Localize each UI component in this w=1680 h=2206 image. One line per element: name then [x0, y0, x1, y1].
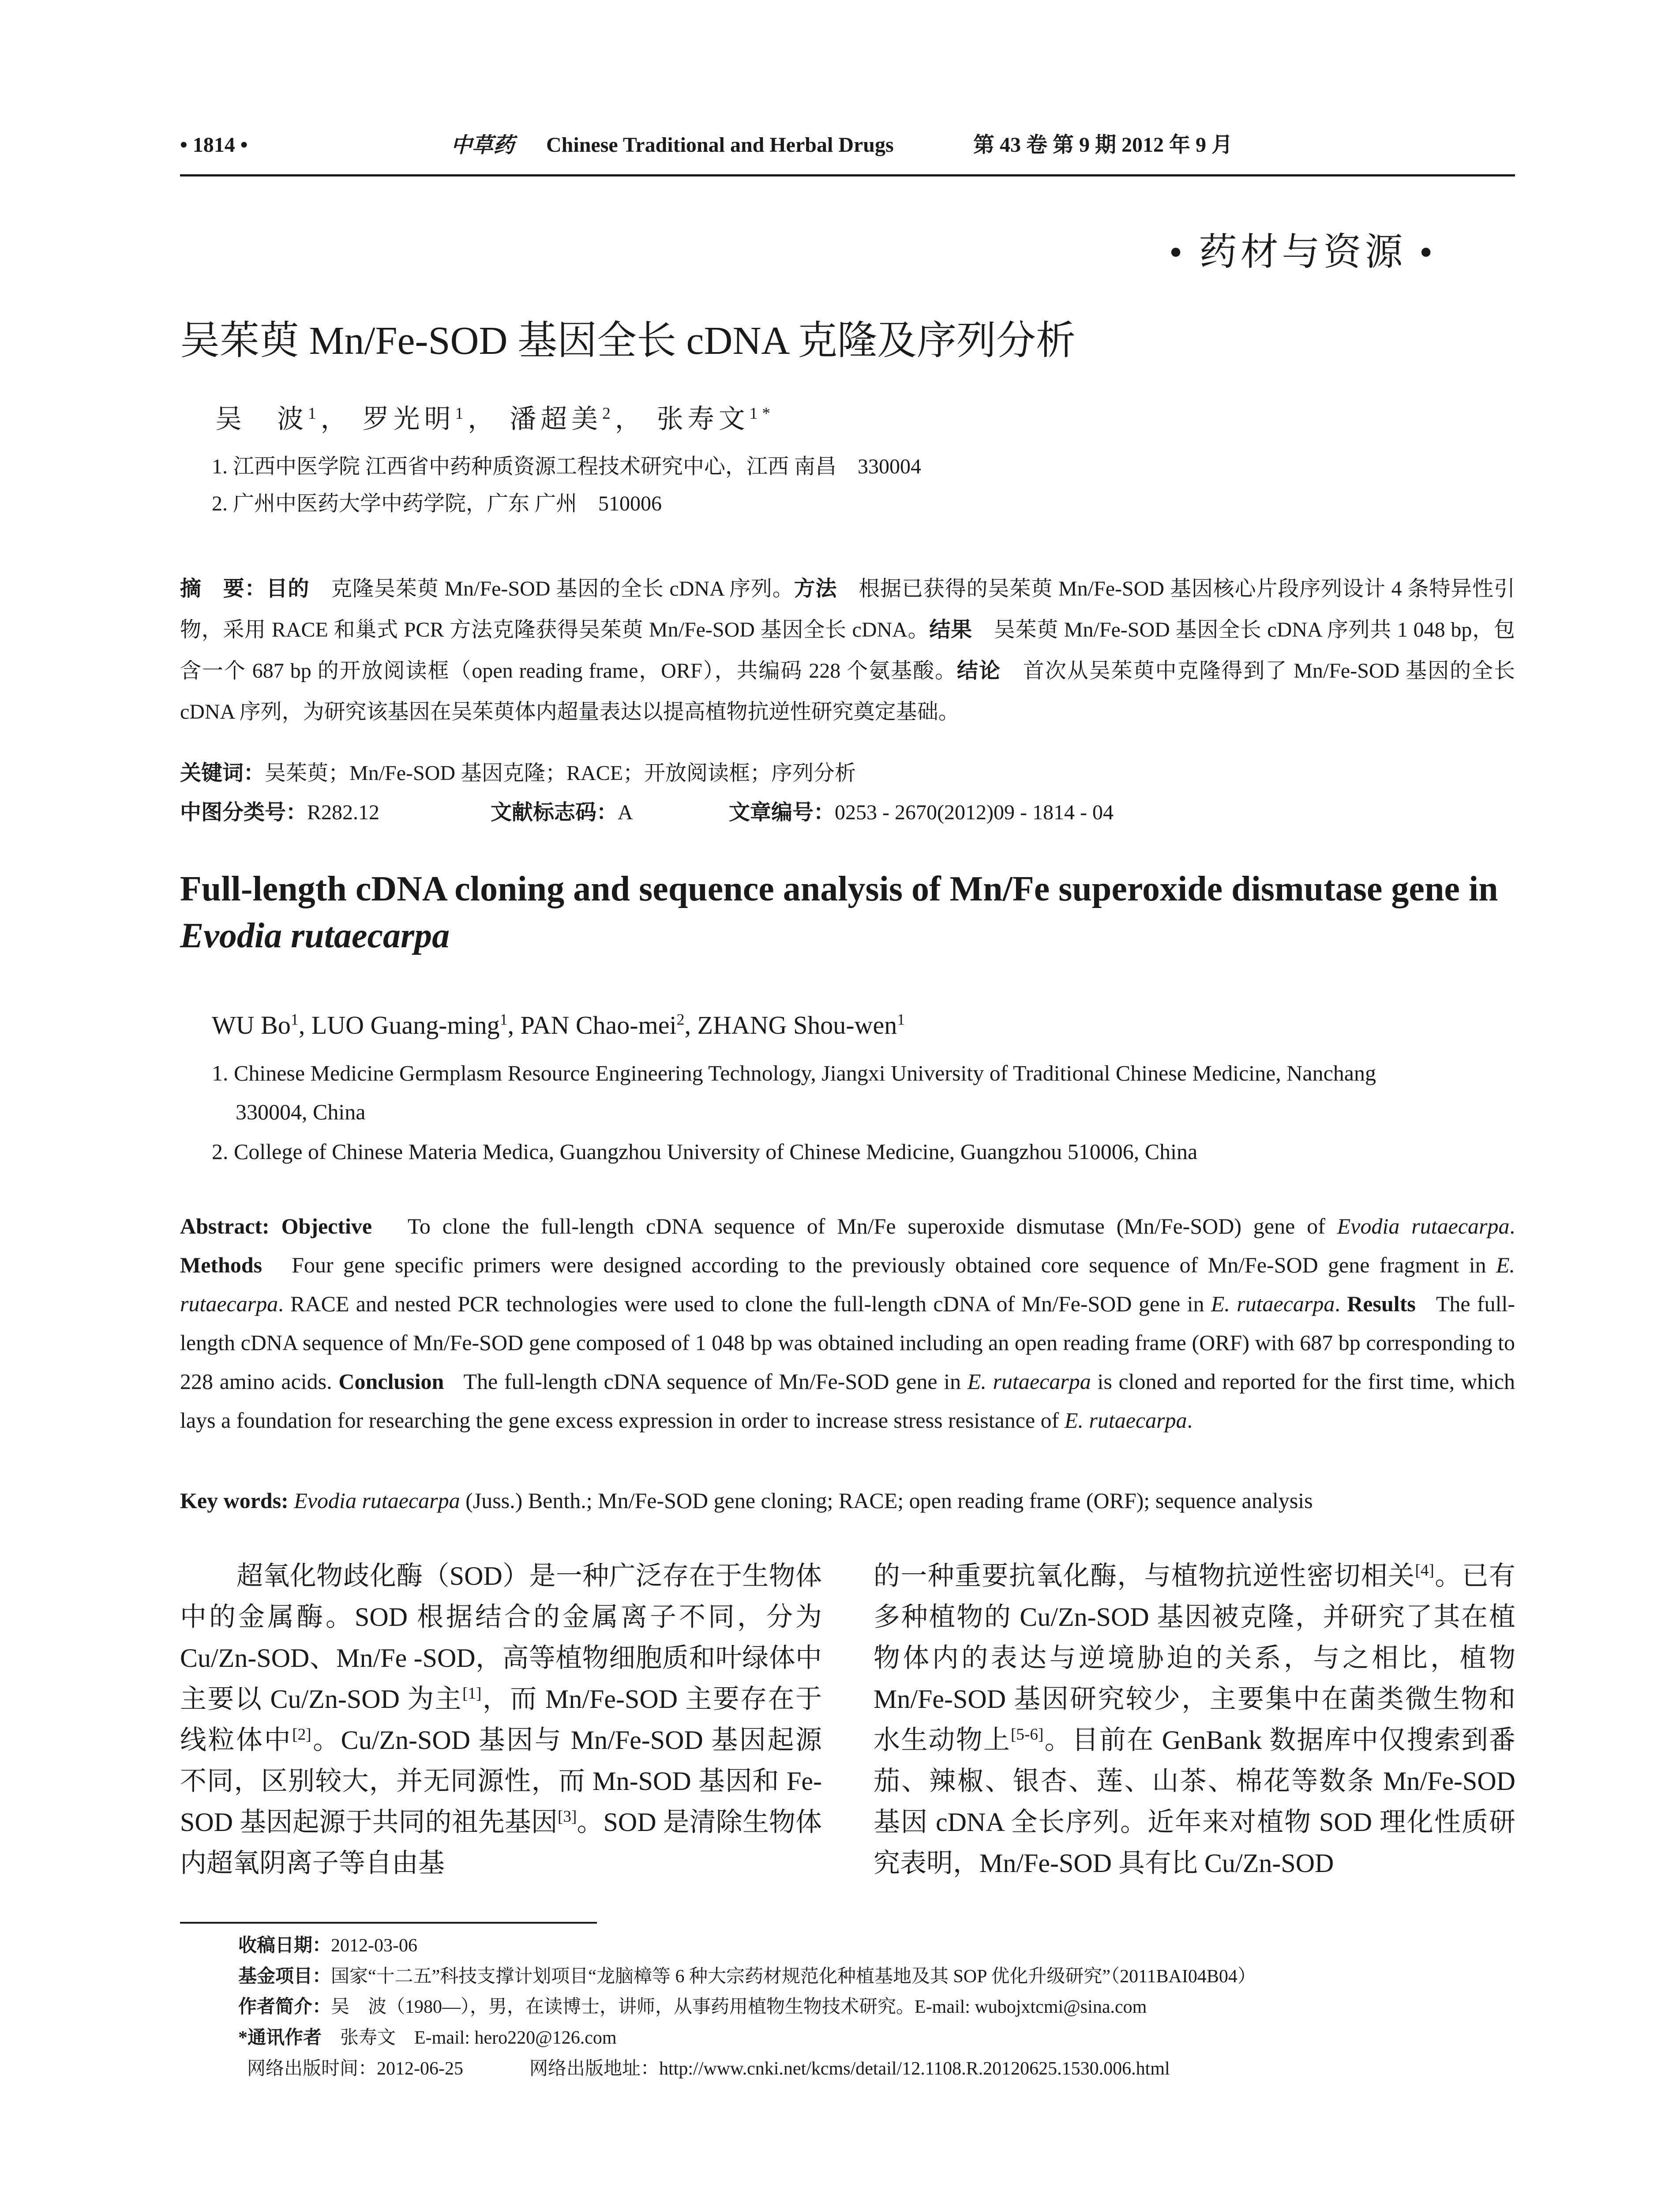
cn-article-number: 文章编号：0253 - 2670(2012)09 - 1814 - 04: [729, 801, 1114, 824]
cn-document-code: 文献标志码：A: [491, 801, 633, 824]
header-rule: [180, 174, 1515, 176]
en-title: Full-length cDNA cloning and sequence analysis of Mn/Fe superoxide dismutase gene in Evodia rutaecarpa: [180, 870, 1498, 955]
cn-classification: 中图分类号：R282.12: [180, 801, 380, 824]
journal-name-en: Chinese Traditional and Herbal Drugs: [546, 133, 894, 157]
page-number: • 1814 •: [180, 133, 248, 157]
body-column-left: 超氧化物歧化酶（SOD）是一种广泛存在于生物体中的金属酶。SOD 根据结合的金属离子不同，分为 Cu/Zn-SOD、Mn/Fe -SOD，高等植物细胞质和叶绿体中主要以 Cu/Zn-SOD 为主[1]，而 Mn/Fe-SOD 主要存在于线粒体中[2]。Cu/Zn-SOD 基因与 Mn/Fe-SOD 基因起源不同，区别较大，并无同源性，而 Mn-SOD 基因和 Fe-SOD 基因起源于共同的祖先基因[3]。SOD 是清除生物体内超氧阴离子等自由基: [180, 1561, 822, 1878]
cn-affiliation: 2. 广州中医药大学中药学院，广东 广州 510006: [212, 492, 662, 515]
footnote-rule: [180, 1922, 597, 1924]
en-author: LUO Guang-ming$^1$,: [311, 1010, 521, 1039]
cn-author: 张寿文$^{1*}$: [656, 405, 775, 434]
footnote-online-time: 网络出版时间：2012-06-25: [247, 2059, 463, 2079]
footnote-author-bio: 作者简介：吴 波（1980—），男，在读博士，讲师，从事药用植物生物技术研究。E-mail: wubojxtcmi@sina.com: [238, 1997, 1147, 2017]
en-author: ZHANG Shou-wen$^1$: [697, 1010, 905, 1039]
cn-author: 潘超美$^2$: [510, 405, 615, 434]
en-affiliation: 1. Chinese Medicine Germplasm Resource Engineering Technology, Jiangxi University of Traditional Chinese Medicine, Nanchang 330004, China: [212, 1061, 1376, 1124]
cn-author: 吴 波$^1$: [215, 405, 321, 434]
footnote-received: 收稿日期：2012-03-06: [238, 1936, 417, 1956]
en-keywords: Key words: Evodia rutaecarpa (Juss.) Benth.; Mn/Fe-SOD gene cloning; RACE; open reading frame (ORF); sequence analysis: [180, 1488, 1313, 1513]
cn-abstract: 摘 要：目的 克隆吴茱萸 Mn/Fe-SOD 基因的全长 cDNA 序列。方法 根据已获得的吴茱萸 Mn/Fe-SOD 基因核心片段序列设计 4 条特异性引物，采用 RACE 和巢式 PCR 方法克隆获得吴茱萸 Mn/Fe-SOD 基因全长 cDNA。结果 吴茱萸 Mn/Fe-SOD 基因全长 cDNA 序列共 1 048 bp，包含一个 687 bp 的开放阅读框（open reading frame，ORF），共编码 228 个氨基酸。结论 首次从吴茱萸中克隆得到了 Mn/Fe-SOD 基因的全长 cDNA 序列，为研究该基因在吴茱萸体内超量表达以提高植物抗逆性研究奠定基础。: [180, 577, 1515, 724]
issue-info: 第 43 卷 第 9 期 2012 年 9 月: [973, 133, 1233, 157]
journal-name-cn: 中草药: [451, 133, 515, 158]
footnote-online-url: 网络出版地址：http://www.cnki.net/kcms/detail/12.1108.R.20120625.1530.006.html: [529, 2059, 1170, 2079]
footnote-corresponding: *通讯作者 张寿文 E-mail: hero220@126.com: [238, 2028, 617, 2048]
en-authors: [212, 1010, 905, 1039]
en-author: WU Bo$^1$,: [212, 1010, 311, 1039]
cn-abstract-label: 摘 要：: [180, 577, 266, 600]
en-author: PAN Chao-mei$^2$,: [520, 1010, 698, 1039]
cn-author: 罗光明$^1$: [362, 405, 468, 434]
cn-affiliation: 1. 江西中医学院 江西省中药种质资源工程技术研究中心，江西 南昌 330004: [212, 455, 922, 478]
cn-title: 吴茱萸 Mn/Fe-SOD 基因全长 cDNA 克隆及序列分析: [180, 319, 1076, 363]
footnote-fund: 基金项目：国家“十二五”科技支撑计划项目“龙脑樟等 6 种大宗药材规范化种植基地及其 SOP 优化升级研究”（2011BAI04B04）: [238, 1966, 1256, 1987]
en-abstract: Abstract: Objective To clone the full-length cDNA sequence of Mn/Fe superoxide dismutase (Mn/Fe-SOD) gene of Evodia rutaecarpa. Methods Four gene specific primers were designed according to the previously obtained core sequence of Mn/Fe-SOD gene fragment in E. rutaecarpa. RACE and nested PCR technologies were used to clone the full-length cDNA of Mn/Fe-SOD gene in E. rutaecarpa. Results The full-length cDNA sequence of Mn/Fe-SOD gene composed of 1 048 bp was obtained including an open reading frame (ORF) with 687 bp corresponding to 228 amino acids. Conclusion The full-length cDNA sequence of Mn/Fe-SOD gene in E. rutaecarpa is cloned and reported for the first time, which lays a foundation for researching the gene excess expression in order to increase stress resistance of E. rutaecarpa.: [180, 1214, 1515, 1433]
body-column-right: 的一种重要抗氧化酶，与植物抗逆性密切相关[4]。已有多种植物的 Cu/Zn-SOD 基因被克隆，并研究了其在植物体内的表达与逆境胁迫的关系，与之相比，植物 Mn/Fe-SOD 基因研究较少，主要集中在菌类微生物和水生动物上[5-6]。目前在 GenBank 数据库中仅搜索到番茄、辣椒、银杏、莲、山茶、棉花等数条 Mn/Fe-SOD 基因 cDNA 全长序列。近年来对植物 SOD 理化性质研究表明，Mn/Fe-SOD 具有比 Cu/Zn-SOD: [874, 1561, 1515, 1878]
cn-authors: 吴 波$^1$， 罗光明$^1$， 潘超美$^2$， 张寿文$^{1*}$: [215, 405, 775, 434]
section-tag: • 药材与资源 •: [1169, 231, 1436, 273]
cn-keywords: 关键词：吴茱萸；Mn/Fe-SOD 基因克隆；RACE；开放阅读框；序列分析: [180, 762, 856, 785]
en-affiliation: 2. College of Chinese Materia Medica, Guangzhou University of Chinese Medicine, Guangzhou 510006, China: [212, 1139, 1198, 1164]
